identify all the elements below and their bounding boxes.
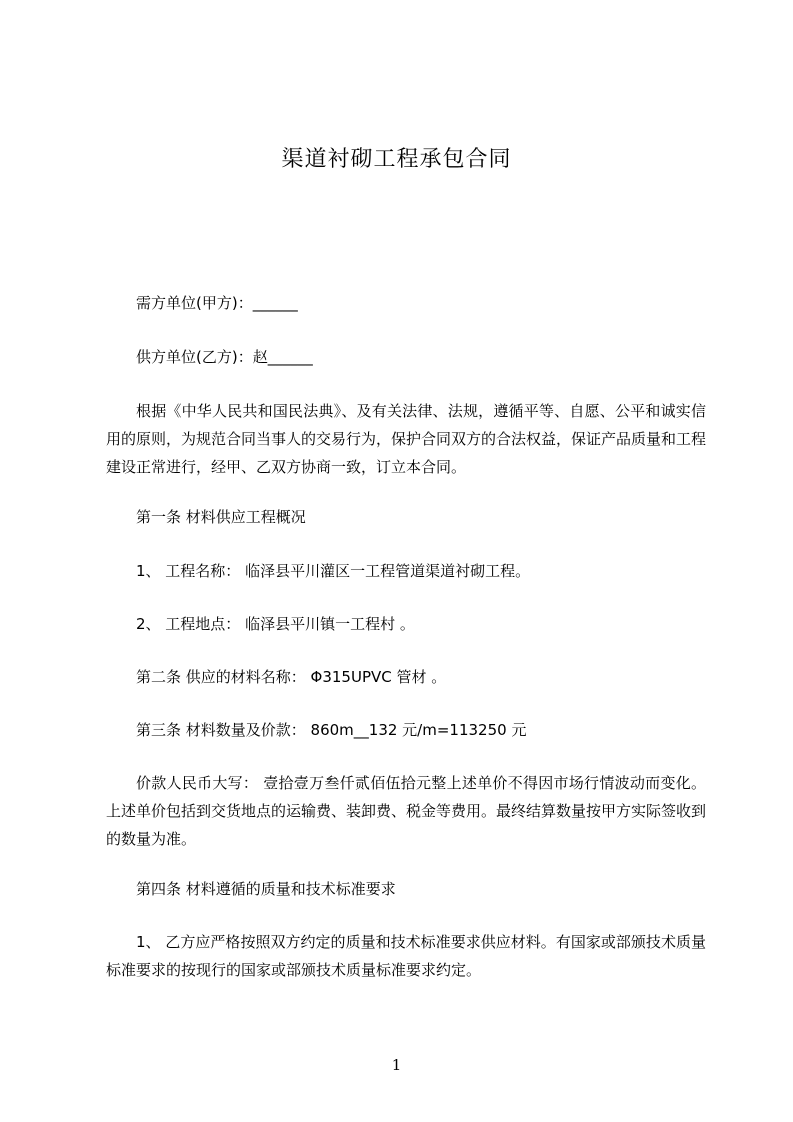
article-4-item-1-text: 1、 乙方应严格按照双方约定的质量和技术标准要求供应材料。有国家或部颁技术质量标准要求的按现行的国家或部颁技术质量标准要求约定。 — [106, 933, 706, 979]
article-2-line: 第二条 供应的材料名称： Φ315UPVC 管材 。 — [136, 668, 447, 686]
intro-paragraph — [106, 397, 706, 481]
article-1-item-2: 2、 工程地点： 临泽县平川镇一工程村 。 — [136, 615, 415, 633]
page-number: 1 — [391, 1056, 402, 1074]
party-b-line: 供方单位(乙方)：赵______ — [136, 348, 313, 366]
article-3-line: 第三条 材料数量及价款： 860m__132 元/m=113250 元 — [136, 721, 527, 739]
article-4-item-1-paragraph — [106, 928, 706, 984]
article-1-title: 第一条 材料供应工程概况 — [136, 508, 306, 526]
price-text: 价款人民币大写： 壹拾壹万叁仟贰佰伍拾元整上述单价不得因市场行情波动而变化。上述单价包括到交货地点的运输费、装卸费、税金等费用。最终结算数量按甲方实际签收到的数量为准。 — [106, 774, 707, 848]
party-a-line: 需方单位(甲方)：______ — [136, 294, 298, 312]
article-4-title: 第四条 材料遵循的质量和技术标准要求 — [136, 880, 396, 898]
price-paragraph — [106, 769, 706, 853]
document-title: 渠道衬砌工程承包合同 — [281, 147, 512, 172]
article-1-item-1: 1、 工程名称： 临泽县平川灌区一工程管道渠道衬砌工程。 — [136, 562, 531, 580]
intro-text: 根据《中华人民共和国民法典》、及有关法律、法规，遵循平等、自愿、公平和诚实信用的原则，为规范合同当事人的交易行为，保护合同双方的合法权益，保证产品质量和工程建设正常进行，经甲、乙双方协商一致，订立本合同。 — [106, 402, 707, 476]
